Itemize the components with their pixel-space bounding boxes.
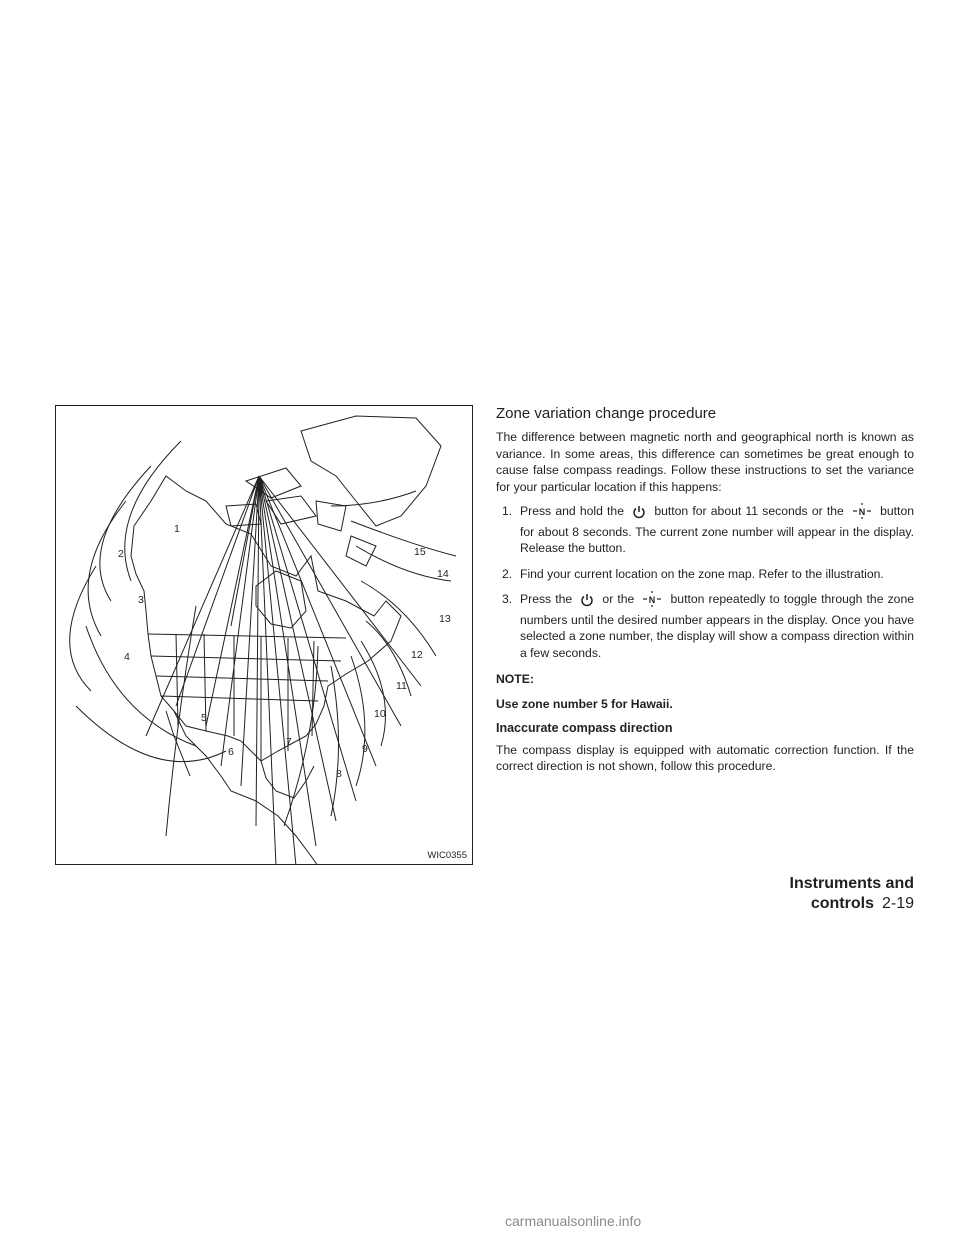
procedure-steps xyxy=(496,503,914,661)
power-icon xyxy=(580,593,594,612)
step-text: button for about 11 seconds or the xyxy=(654,504,844,518)
compass-north-icon xyxy=(642,591,662,612)
figure-code: WIC0355 xyxy=(427,850,467,861)
zone-label: 15 xyxy=(414,546,426,558)
main-text xyxy=(496,405,914,783)
step-item xyxy=(496,566,914,583)
svg-text:N: N xyxy=(649,595,656,605)
step-number: 1. xyxy=(502,504,513,518)
zone-label: 3 xyxy=(138,594,144,606)
section-heading: Zone variation change procedure xyxy=(496,405,717,422)
zone-label: 11 xyxy=(396,680,407,692)
note-text: Use zone number 5 for Hawaii. xyxy=(496,696,673,711)
page-footer xyxy=(700,874,914,914)
svg-text:N: N xyxy=(858,507,866,517)
zone-label: 7 xyxy=(286,736,292,748)
zone-label: 13 xyxy=(439,613,451,625)
step-item xyxy=(496,591,914,661)
step-text: button repeatedly to toggle through the zone numbers until the desired number appears in the display. Once you have selected a zone number, the display will show a compass direction within a few seconds. xyxy=(520,592,915,660)
power-icon xyxy=(632,505,646,524)
sub-paragraph: The compass display is equipped with automatic correction function. If the correct direction is not shown, follow this procedure. xyxy=(496,742,914,773)
step-text: or the xyxy=(602,592,635,606)
zone-map-illustration xyxy=(56,406,473,865)
compass-north-icon xyxy=(852,503,872,524)
page-number: 2-19 xyxy=(881,895,914,912)
zone-label: 2 xyxy=(118,548,124,560)
step-item xyxy=(496,503,914,557)
intro-paragraph: The difference between magnetic north and geographical north is known as variance. In some areas, this difference can sometimes be great enough to cause false compass readings. Follow these instructions to set the variance for your particular location if this happens: xyxy=(496,430,914,494)
zone-label: 12 xyxy=(411,649,423,661)
step-text: Press and hold the xyxy=(520,504,624,518)
step-text: button for about 8 seconds. The current zone number will appear in the display. Release the button. xyxy=(520,504,914,555)
zone-label: 6 xyxy=(228,746,234,758)
step-number: 3. xyxy=(502,592,513,606)
zone-label: 9 xyxy=(362,743,368,755)
zone-label: 4 xyxy=(124,651,130,663)
step-number: 2. xyxy=(502,566,513,581)
zone-label: 5 xyxy=(201,712,207,724)
subheading: Inaccurate compass direction xyxy=(496,721,673,735)
zone-label: 14 xyxy=(437,568,449,580)
zone-map-figure xyxy=(55,405,473,865)
step-text: Press the xyxy=(520,592,573,606)
zone-label: 1 xyxy=(174,523,180,535)
step-text: Find your current location on the zone map. Refer to the illustration. xyxy=(520,566,884,581)
footer-section: Instruments and controls xyxy=(789,875,914,912)
zone-label: 10 xyxy=(374,708,386,720)
zone-label: 8 xyxy=(336,768,342,780)
watermark: carmanualsonline.info xyxy=(505,1213,642,1229)
note-label: NOTE: xyxy=(496,672,534,686)
